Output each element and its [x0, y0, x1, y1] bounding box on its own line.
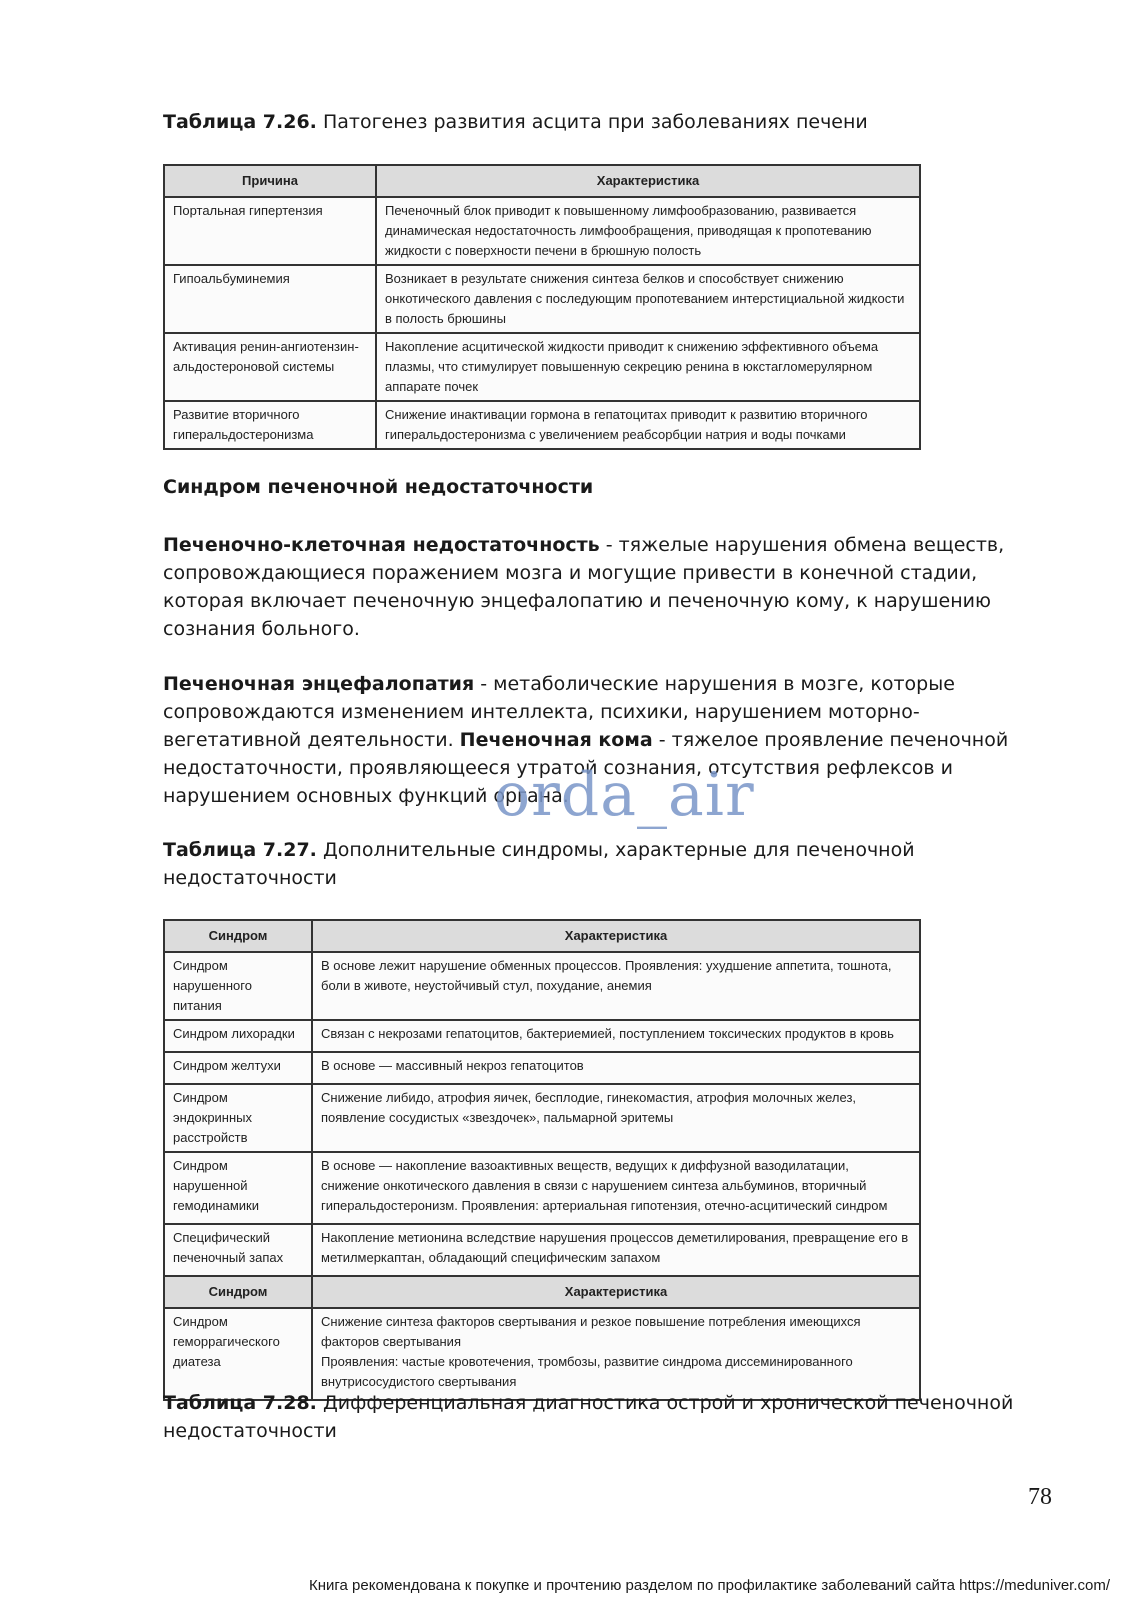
cell-cause: Развитие вторичного гиперальдостеронизма: [164, 401, 376, 449]
cell-characteristic: В основе лежит нарушение обменных процессов. Проявления: ухудшение аппетита, тошнота, боли в животе, неустойчивый стул, похудание, анемия: [312, 952, 920, 1020]
table-header-row: [164, 920, 920, 952]
cell-syndrome: Синдром нарушенного питания: [164, 952, 312, 1020]
table-row: [164, 265, 920, 333]
table-header-row-repeat: [164, 1276, 920, 1308]
cell-characteristic: Снижение либидо, атрофия яичек, бесплодие, гинекомастия, атрофия молочных желез, появление сосудистых «звездочек», пальмарной эритемы: [312, 1084, 920, 1152]
footer-note: Книга рекомендована к покупке и прочтению разделом по профилактике заболеваний сайта https://meduniver.com/: [308, 1577, 1110, 1594]
cell-characteristic: Накопление метионина вследствие нарушения процессов деметилирования, превращение его в метилмеркаптан, обладающий специфическим запахом: [312, 1224, 920, 1276]
table-row: [164, 1084, 920, 1152]
caption-text: Дифференциальная диагностика острой и хронической печеночной недостаточности: [163, 1392, 1014, 1442]
cell-syndrome: Синдром геморрагического диатеза: [164, 1308, 312, 1400]
header-syndrome: Синдром: [164, 920, 312, 952]
term: Печеночная кома: [459, 729, 653, 751]
section-heading: Синдром печеночной недостаточности: [163, 476, 594, 498]
caption-number: Таблица 7.27.: [163, 839, 317, 861]
cell-syndrome: Синдром лихорадки: [164, 1020, 312, 1052]
cell-syndrome: Специфический печеночный запах: [164, 1224, 312, 1276]
cell-cause: Активация ренин-ангиотензин-альдостероновой системы: [164, 333, 376, 401]
cell-cause: Гипоальбуминемия: [164, 265, 376, 333]
table-row: [164, 1308, 920, 1400]
table-row: [164, 197, 920, 265]
table-row: [164, 1052, 920, 1084]
table-row: [164, 1020, 920, 1052]
cell-characteristic: Печеночный блок приводит к повышенному лимфообразованию, развивается динамическая недостаточность лимфообращения, приводящая к пропотеванию жидкости с поверхности печени в брюшную полость: [376, 197, 920, 265]
definition: - тяжелые нарушения обмена веществ, сопровождающиеся поражением мозга и могущие привести в конечной стадии, которая включает печеночную энцефалопатию и печеночную кому, к нарушению сознания больного.: [163, 534, 1005, 640]
caption-text: Патогенез развития асцита при заболеваниях печени: [316, 111, 868, 133]
cell-syndrome: Синдром эндокринных расстройств: [164, 1084, 312, 1152]
caption-number: Таблица 7.28.: [163, 1392, 317, 1414]
cell-characteristic: Снижение инактивации гормона в гепатоцитах приводит к развитию вторичного гиперальдостеронизма с увеличением реабсорбции натрия и воды почками: [376, 401, 920, 449]
paragraph-hepatocellular: [163, 531, 1053, 643]
header-characteristic: Характеристика: [312, 1276, 920, 1308]
definition: - метаболические нарушения в мозге, которые сопровождаются изменением интеллекта, психики, нарушением моторно-вегетативной деятельности.: [163, 673, 955, 751]
cell-characteristic: Связан с некрозами гепатоцитов, бактериемией, поступлением токсических продуктов в кровь: [312, 1020, 920, 1052]
header-characteristic: Характеристика: [312, 920, 920, 952]
caption-text: Дополнительные синдромы, характерные для печеночной недостаточности: [163, 839, 915, 889]
cell-characteristic: Накопление асцитической жидкости приводит к снижению эффективного объема плазмы, что стимулирует повышенную секрецию ренина в юкстагломерулярном аппарате почек: [376, 333, 920, 401]
table-header-row: [164, 165, 920, 197]
cell-characteristic: В основе — накопление вазоактивных веществ, ведущих к диффузной вазодилатации, снижение онкотического давления в связи с нарушением синтеза альбуминов, вторичный гиперальдостеронизм. Проявления: артериальная гипотензия, отечно-асцитический синдром: [312, 1152, 920, 1224]
watermark: orda_air: [494, 760, 755, 830]
caption-number: Таблица 7.26.: [163, 111, 317, 133]
cell-characteristic: Возникает в результате снижения синтеза белков и способствует снижению онкотического давления с последующим пропотеванием интерстициальной жидкости в полость брюшины: [376, 265, 920, 333]
header-syndrome: Синдром: [164, 1276, 312, 1308]
cell-characteristic: Снижение синтеза факторов свертывания и резкое повышение потребления имеющихся факторов свертывания Проявления: частые кровотечения, тромбозы, развитие синдрома диссеминированного внутрисосудистого свертывания: [312, 1308, 920, 1400]
page-number: 78: [1028, 1484, 1052, 1510]
table-7-27: [163, 919, 921, 1401]
definition: - тяжелое проявление печеночной недостаточности, проявляющееся утратой сознания, отсутствия рефлексов и нарушением основных функций органа.: [163, 729, 1009, 807]
cell-syndrome: Синдром желтухи: [164, 1052, 312, 1084]
table-7-27-caption: [163, 836, 1023, 892]
table-row: [164, 1224, 920, 1276]
table-7-26-caption: [163, 108, 1023, 136]
cell-characteristic: В основе — массивный некроз гепатоцитов: [312, 1052, 920, 1084]
header-cause: Причина: [164, 165, 376, 197]
table-row: [164, 1152, 920, 1224]
table-row: [164, 401, 920, 449]
table-7-28-caption: [163, 1389, 1023, 1445]
term: Печеночная энцефалопатия: [163, 673, 475, 695]
table-row: [164, 952, 920, 1020]
term: Печеночно-клеточная недостаточность: [163, 534, 600, 556]
header-characteristic: Характеристика: [376, 165, 920, 197]
cell-syndrome: Синдром нарушенной гемодинамики: [164, 1152, 312, 1224]
table-7-26: [163, 164, 921, 450]
cell-cause: Портальная гипертензия: [164, 197, 376, 265]
table-row: [164, 333, 920, 401]
